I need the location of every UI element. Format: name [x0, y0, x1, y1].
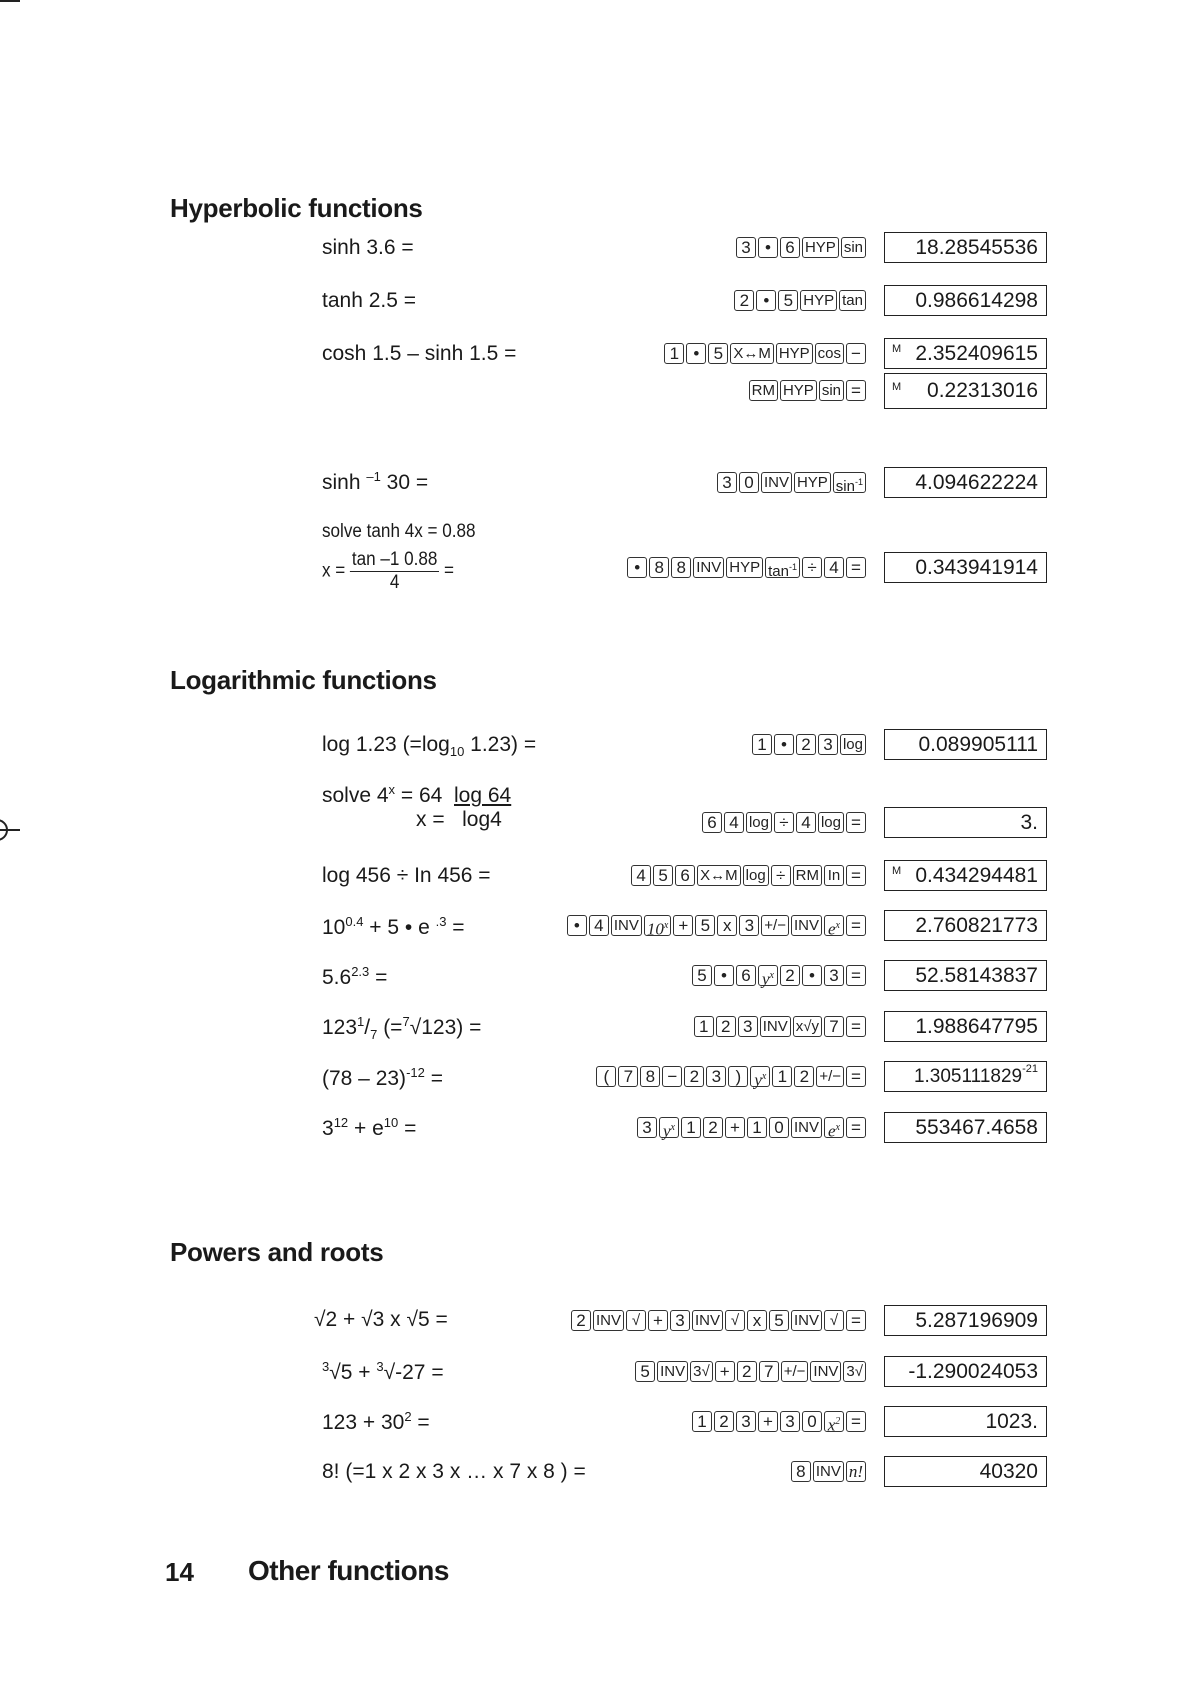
- calculator-key: 4: [724, 812, 744, 833]
- key-sequence: [596, 1066, 866, 1090]
- section-title-powers: Powers and roots: [170, 1237, 384, 1267]
- calculator-key: √: [725, 1310, 745, 1331]
- result-value: 4.094622224: [915, 471, 1038, 494]
- calculator-key: 1: [747, 1117, 767, 1138]
- expr-sup: –1: [366, 469, 381, 484]
- calculator-key: =: [846, 865, 866, 886]
- calculator-key: INV: [791, 1117, 822, 1138]
- calculator-key: •: [627, 557, 647, 578]
- expr-part: 123: [322, 1016, 358, 1039]
- result-value: -1.290024053: [908, 1360, 1038, 1383]
- calculator-key: +: [648, 1310, 668, 1331]
- result-value: 1023.: [985, 1410, 1038, 1433]
- result-display: [884, 1406, 1047, 1437]
- expr-sup: 3: [376, 1359, 384, 1374]
- calculator-key: √: [626, 1310, 646, 1331]
- calculator-key: tan: [839, 290, 866, 311]
- calculator-key: 1: [681, 1117, 701, 1138]
- result-display: [884, 729, 1047, 760]
- calculator-key: 2: [734, 290, 754, 311]
- calculator-key: 7: [618, 1066, 638, 1087]
- key-sequence: [702, 812, 866, 833]
- result-value: 40320: [979, 1460, 1038, 1483]
- calculator-key: HYP: [780, 380, 817, 401]
- calculator-key: 7: [759, 1361, 779, 1382]
- calculator-key: 8: [671, 557, 691, 578]
- calculator-key: INV: [693, 557, 724, 578]
- expr-part: sinh: [322, 471, 367, 494]
- expression-log-div-ln: log 456 ÷ In 456 =: [322, 864, 491, 887]
- calculator-key: X↔M: [697, 865, 741, 886]
- result-value: 0.434294481: [915, 864, 1038, 887]
- calculator-key: 4: [631, 865, 651, 886]
- calculator-key: 5: [769, 1310, 789, 1331]
- result-display: [884, 1356, 1047, 1387]
- expr-part: = 64: [395, 784, 443, 807]
- calculator-key: INV: [657, 1361, 688, 1382]
- calculator-key: 5: [695, 915, 715, 936]
- expr-part: x =: [416, 808, 445, 831]
- calculator-key: cos: [815, 343, 844, 364]
- calculator-key: 5: [692, 965, 712, 986]
- result-value: 2.352409615: [915, 342, 1038, 365]
- expr-sup: 10: [383, 1115, 399, 1130]
- calculator-key: 2: [684, 1066, 704, 1087]
- result-value: 0.22313016: [927, 379, 1038, 402]
- calculator-key: =: [846, 812, 866, 833]
- calculator-key: INV: [791, 1310, 822, 1331]
- calculator-key: 3: [706, 1066, 726, 1087]
- expr-sup: 2: [404, 1409, 412, 1424]
- key-sequence: [717, 472, 866, 493]
- calculator-key: 2: [714, 1411, 734, 1432]
- fraction-denominator: 4: [389, 572, 400, 593]
- result-display: [884, 373, 1047, 409]
- calculator-key: +/−: [816, 1066, 844, 1087]
- expr-sup: -12: [406, 1065, 425, 1080]
- calculator-key: $y^x$: [758, 965, 778, 986]
- calculator-key: 8: [640, 1066, 660, 1087]
- calculator-key: x: [717, 915, 737, 936]
- calculator-key: log: [818, 812, 844, 833]
- calculator-key: 2: [571, 1310, 591, 1331]
- calculator-key: +: [715, 1361, 735, 1382]
- expr-part: + e: [348, 1117, 384, 1140]
- key-sequence: [635, 1361, 866, 1382]
- expr-part: 1.23) =: [464, 733, 537, 756]
- expr-part: =: [443, 560, 454, 582]
- calculator-key: 3: [736, 1411, 756, 1432]
- result-display: [884, 338, 1047, 369]
- key-sequence: [692, 965, 866, 989]
- calculator-key: −: [846, 343, 866, 364]
- result-value: 0.343941914: [915, 556, 1038, 579]
- calculator-key: √: [824, 1310, 844, 1331]
- expr-sup: 7: [402, 1014, 410, 1029]
- calculator-key: n!: [846, 1461, 866, 1482]
- expr-sup: 12: [333, 1115, 349, 1130]
- result-display: [884, 552, 1047, 583]
- expr-part: √-27 =: [383, 1361, 444, 1384]
- expr-part: solve 4: [322, 784, 389, 807]
- calculator-key: ÷: [802, 557, 822, 578]
- memory-indicator: M: [892, 343, 902, 355]
- calculator-key: 10$^x$: [644, 915, 671, 936]
- expr-part: √123) =: [409, 1016, 482, 1039]
- memory-indicator: M: [892, 381, 902, 393]
- fraction-numerator: log 64: [454, 784, 512, 807]
- calculator-key: •: [758, 237, 778, 258]
- key-sequence: [749, 380, 866, 401]
- expr-part: 3: [322, 1117, 334, 1140]
- expression-tanh: tanh 2.5 =: [322, 289, 416, 312]
- calculator-key: sin: [841, 237, 866, 258]
- fraction-denominator: log4: [462, 808, 502, 831]
- expr-part: =: [411, 1411, 430, 1434]
- calculator-key: +/−: [761, 915, 789, 936]
- calculator-key: (: [596, 1066, 616, 1087]
- calculator-key: INV: [810, 1361, 841, 1382]
- calculator-key: ): [728, 1066, 748, 1087]
- key-sequence: [567, 915, 866, 939]
- page-number: 14: [165, 1557, 194, 1587]
- calculator-key: 5: [708, 343, 728, 364]
- calculator-key: =: [846, 557, 866, 578]
- calculator-key: =: [846, 1117, 866, 1138]
- expr-sup: 3: [322, 1359, 330, 1374]
- expr-part: + 5 • e: [363, 916, 436, 939]
- calculator-key: RM: [793, 865, 822, 886]
- calculator-key: +: [758, 1411, 778, 1432]
- expr-part: x =: [322, 560, 346, 582]
- result-display: [884, 1061, 1047, 1092]
- expression-sqrt-sum: √2 + √3 x √5 =: [314, 1308, 448, 1331]
- calculator-key: 0: [802, 1411, 822, 1432]
- expr-sup: 1: [357, 1014, 365, 1029]
- registration-line: [0, 829, 20, 831]
- calculator-key: +: [673, 915, 693, 936]
- calculator-key: $\tan^{-1}$: [765, 557, 800, 578]
- calculator-key: 4: [589, 915, 609, 936]
- expr-part: 123 + 30: [322, 1411, 405, 1434]
- calculator-key: 2: [703, 1117, 723, 1138]
- calculator-key: 4: [796, 812, 816, 833]
- calculator-key: +: [725, 1117, 745, 1138]
- calculator-key: 3: [717, 472, 737, 493]
- fraction-numerator: tan –1 0.88: [351, 549, 438, 570]
- result-value: 0.986614298: [915, 289, 1038, 312]
- calculator-key: −: [662, 1066, 682, 1087]
- result-value: 52.58143837: [915, 964, 1038, 987]
- calculator-key: 0: [769, 1117, 789, 1138]
- calculator-key: +/−: [781, 1361, 809, 1382]
- calculator-key: •: [774, 734, 794, 755]
- calculator-key: 3√: [690, 1361, 713, 1382]
- fraction: [350, 549, 439, 594]
- calculator-key: 2: [794, 1066, 814, 1087]
- calculator-key: =: [846, 1411, 866, 1432]
- result-value: 1.988647795: [915, 1015, 1038, 1038]
- expr-part: 5.6: [322, 966, 352, 989]
- expression-power: [322, 964, 387, 990]
- calculator-key: 3: [824, 965, 844, 986]
- expr-sup: .3: [435, 914, 447, 929]
- result-value: 553467.4658: [915, 1116, 1038, 1139]
- calculator-key: x: [747, 1310, 767, 1331]
- result-exponent: -21: [1022, 1063, 1038, 1075]
- calculator-key: •: [686, 343, 706, 364]
- calculator-key: log: [840, 734, 866, 755]
- result-display: [884, 1112, 1047, 1143]
- calculator-key: 6: [736, 965, 756, 986]
- expression-artanh: [322, 549, 454, 594]
- expression-cosh-minus-sinh: cosh 1.5 – sinh 1.5 =: [322, 342, 517, 365]
- calculator-key: 7: [824, 1016, 844, 1037]
- calculator-key: 2: [737, 1361, 757, 1382]
- result-value: 2.760821773: [915, 914, 1038, 937]
- result-value: 3.: [1020, 811, 1038, 834]
- calculator-key: ÷: [774, 812, 794, 833]
- result-value: 5.287196909: [915, 1309, 1038, 1332]
- calculator-key: 1: [752, 734, 772, 755]
- expr-part: log 1.23 (=log: [322, 733, 450, 756]
- calculator-key: =: [846, 1016, 866, 1037]
- calculator-key: =: [846, 965, 866, 986]
- expression-solve-x: [416, 808, 502, 832]
- result-value: 18.28545536: [915, 236, 1038, 259]
- calculator-key: HYP: [726, 557, 763, 578]
- result-display: [884, 285, 1047, 316]
- calculator-key: 2: [716, 1016, 736, 1037]
- expression-cube-roots: [322, 1359, 444, 1385]
- key-sequence: [692, 1411, 866, 1435]
- expr-part: =: [446, 916, 465, 939]
- expr-part: =: [424, 1067, 443, 1090]
- expr-part: =: [398, 1117, 417, 1140]
- calculator-key: X↔M: [730, 343, 774, 364]
- calculator-key: $x^2$: [824, 1411, 844, 1432]
- calculator-key: INV: [761, 472, 792, 493]
- calculator-key: 1: [692, 1411, 712, 1432]
- result-display: [884, 860, 1047, 891]
- calculator-key: INV: [692, 1310, 723, 1331]
- expression-square: [322, 1409, 430, 1435]
- expr-sup: 2.3: [351, 964, 370, 979]
- calculator-key: INV: [791, 915, 822, 936]
- calculator-key: 3: [739, 915, 759, 936]
- result-display: [884, 807, 1047, 838]
- expression-factorial: 8! (=1 x 2 x 3 x … x 7 x 8 ) =: [322, 1460, 586, 1483]
- problem-statement: [322, 782, 511, 808]
- key-sequence: [752, 734, 866, 755]
- calculator-key: HYP: [794, 472, 831, 493]
- calculator-key: log: [743, 865, 769, 886]
- calculator-key: $e^x$: [824, 915, 844, 936]
- expr-part: =: [369, 966, 388, 989]
- expr-part: √5 +: [329, 1361, 377, 1384]
- calculator-key: 8: [649, 557, 669, 578]
- calculator-key: HYP: [802, 237, 839, 258]
- calculator-key: 1: [664, 343, 684, 364]
- key-sequence: [736, 237, 866, 258]
- calculator-key: 8: [791, 1461, 811, 1482]
- calculator-key: HYP: [776, 343, 813, 364]
- calculator-key: $\sin^{-1}$: [833, 472, 866, 493]
- key-sequence: [664, 343, 866, 364]
- calculator-key: 5: [778, 290, 798, 311]
- calculator-key: $y^x$: [750, 1066, 770, 1087]
- calculator-key: 3: [780, 1411, 800, 1432]
- calculator-key: 5: [635, 1361, 655, 1382]
- expr-sub: 7: [370, 1027, 378, 1043]
- calculator-key: 2: [796, 734, 816, 755]
- crop-mark: [0, 0, 20, 2]
- expression-arsinh: [322, 469, 428, 495]
- calculator-key: 3: [818, 734, 838, 755]
- expr-sub: 10: [449, 744, 465, 760]
- calculator-key: sin: [819, 380, 844, 401]
- expression-log: [322, 733, 536, 759]
- result-display: [884, 910, 1047, 941]
- calculator-key: RM: [749, 380, 778, 401]
- calculator-key: 1: [772, 1066, 792, 1087]
- section-title-hyperbolic: Hyperbolic functions: [170, 193, 423, 223]
- expression-root: [322, 1014, 481, 1042]
- result-value: 0.089905111: [918, 733, 1038, 756]
- calculator-key: HYP: [800, 290, 837, 311]
- key-sequence: [694, 1016, 866, 1037]
- expr-sup: x: [388, 782, 396, 797]
- calculator-key: •: [567, 915, 587, 936]
- calculator-key: =: [846, 915, 866, 936]
- calculator-key: INV: [611, 915, 642, 936]
- key-sequence: [637, 1117, 866, 1141]
- section-title-logarithmic: Logarithmic functions: [170, 665, 437, 695]
- result-display: [884, 232, 1047, 263]
- calculator-key: •: [714, 965, 734, 986]
- calculator-key: 6: [675, 865, 695, 886]
- running-footer-title: Other functions: [248, 1555, 449, 1586]
- calculator-key: =: [846, 1310, 866, 1331]
- calculator-key: log: [746, 812, 772, 833]
- expr-sup: 0.4: [345, 914, 364, 929]
- expression-power-sum: [322, 914, 465, 940]
- key-sequence: [571, 1310, 866, 1331]
- calculator-key: 0: [739, 472, 759, 493]
- calculator-key: 6: [780, 237, 800, 258]
- calculator-key: 3: [637, 1117, 657, 1138]
- result-display: [884, 960, 1047, 991]
- calculator-key: x√y: [793, 1016, 822, 1037]
- expr-part: 30 =: [380, 471, 429, 494]
- key-sequence: [734, 290, 866, 311]
- problem-statement: solve tanh 4x = 0.88: [322, 521, 476, 542]
- memory-indicator: M: [892, 865, 902, 877]
- calculator-key: 1: [694, 1016, 714, 1037]
- calculator-key: 3: [738, 1016, 758, 1037]
- expression-sinh: sinh 3.6 =: [322, 236, 414, 259]
- calculator-key: $y^x$: [659, 1117, 679, 1138]
- calculator-key: 2: [780, 965, 800, 986]
- key-sequence: [631, 865, 866, 886]
- calculator-key: 3: [736, 237, 756, 258]
- key-sequence: [627, 557, 866, 578]
- key-sequence: [791, 1461, 866, 1482]
- result-display: [884, 1305, 1047, 1336]
- calculator-key: In: [824, 865, 844, 886]
- calculator-key: 3: [670, 1310, 690, 1331]
- result-display: [884, 1456, 1047, 1487]
- expr-part: 10: [322, 916, 346, 939]
- expr-part: (=: [377, 1016, 403, 1039]
- calculator-key: 6: [702, 812, 722, 833]
- result-display: [884, 467, 1047, 498]
- calculator-key: INV: [760, 1016, 791, 1037]
- calculator-key: =: [846, 1066, 866, 1087]
- calculator-key: $e^x$: [824, 1117, 844, 1138]
- expression-negative-power: [322, 1065, 443, 1091]
- calculator-key: INV: [813, 1461, 844, 1482]
- expression-power-exp: [322, 1115, 416, 1141]
- calculator-key: INV: [593, 1310, 624, 1331]
- expr-part: /: [364, 1016, 371, 1039]
- result-value: 1.305111829: [913, 1066, 1023, 1087]
- expr-part: (78 – 23): [322, 1067, 407, 1090]
- calculator-key: ÷: [771, 865, 791, 886]
- calculator-key: 4: [824, 557, 844, 578]
- result-display: [884, 1011, 1047, 1042]
- calculator-key: •: [756, 290, 776, 311]
- calculator-key: 5: [653, 865, 673, 886]
- calculator-key: 3√: [843, 1361, 866, 1382]
- calculator-key: =: [846, 380, 866, 401]
- calculator-key: •: [802, 965, 822, 986]
